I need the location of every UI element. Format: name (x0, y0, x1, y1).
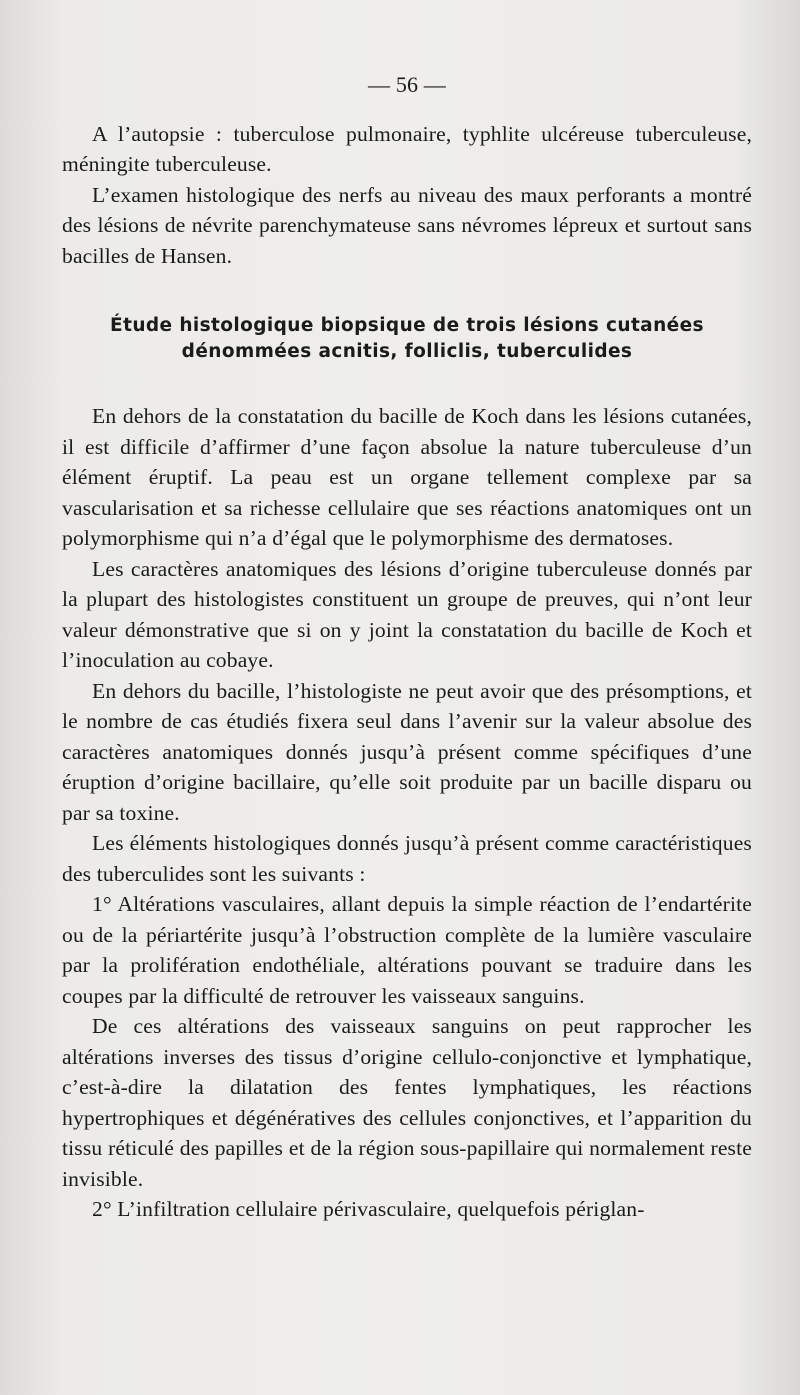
paragraph: Les caractères anatomiques des lésions d’origine tuberculeuse donnés par la plupart des histologistes constituent un groupe de preuves, qui n’ont leur valeur démonstrative que si on y joint la constatation du bacille de Koch et l’inoculation au cobaye. (62, 556, 752, 672)
paragraph: 2° L’infiltration cellulaire périvasculaire, quelquefois périglan- (92, 1197, 645, 1221)
paragraph: 1° Altérations vasculaires, allant depuis la simple réaction de l’endartérite ou de la périartérite jusqu’à l’obstruction complète de la lumière vasculaire par la prolifération endothéliale, altérations pouvant se traduire dans les coupes par la difficulté de retrouver les vaisseaux sanguins. (62, 892, 752, 1008)
paragraph: A l’autopsie : tuberculose pulmonaire, typhlite ulcéreuse tuberculeuse, méningite tuberculeuse. (62, 121, 752, 176)
paragraph: En dehors de la constatation du bacille de Koch dans les lésions cutanées, il est difficile d’affirmer d’une façon absolue la nature tuberculeuse d’un élément éruptif. La peau est un organe tellement complexe par sa vascularisation et sa richesse cellulaire que ses réactions anatomiques ont un polymorphisme qui n’a d’égal que le polymorphisme des dermatoses. (62, 404, 752, 550)
paragraph: L’examen histologique des nerfs au niveau des maux perforants a montré des lésions de névrite parenchymateuse sans névromes lépreux et surtout sans bacilles de Hansen. (62, 182, 752, 268)
section-heading-line: Étude histologique biopsique de trois lésions cutanées (110, 315, 704, 336)
paragraph: De ces altérations des vaisseaux sanguins on peut rapprocher les altérations inverses des tissus d’origine cellulo-conjonctive et lymphatique, c’est-à-dire la dilatation des fentes lymphatiques, les réactions hypertrophiques et dégénératives des cellules conjonctives, et l’apparition du tissu réticulé des papilles et de la région sous-papillaire qui normalement reste invisible. (62, 1014, 752, 1191)
page-text-block (62, 70, 752, 1225)
section-heading-line: dénommées acnitis, folliclis, tuberculides (181, 341, 633, 362)
page-number: — 56 — (368, 72, 446, 97)
paragraph: Les éléments histologiques donnés jusqu’à présent comme caractéristiques des tuberculides sont les suivants : (62, 831, 752, 886)
section-heading (62, 313, 752, 365)
paragraph: En dehors du bacille, l’histologiste ne peut avoir que des présomptions, et le nombre de cas étudiés fixera seul dans l’avenir sur la valeur absolue des caractères anatomiques donnés jusqu’à présent comme spécifiques d’une éruption d’origine bacillaire, qu’elle soit produite par un bacille disparu ou par sa toxine. (62, 678, 752, 825)
